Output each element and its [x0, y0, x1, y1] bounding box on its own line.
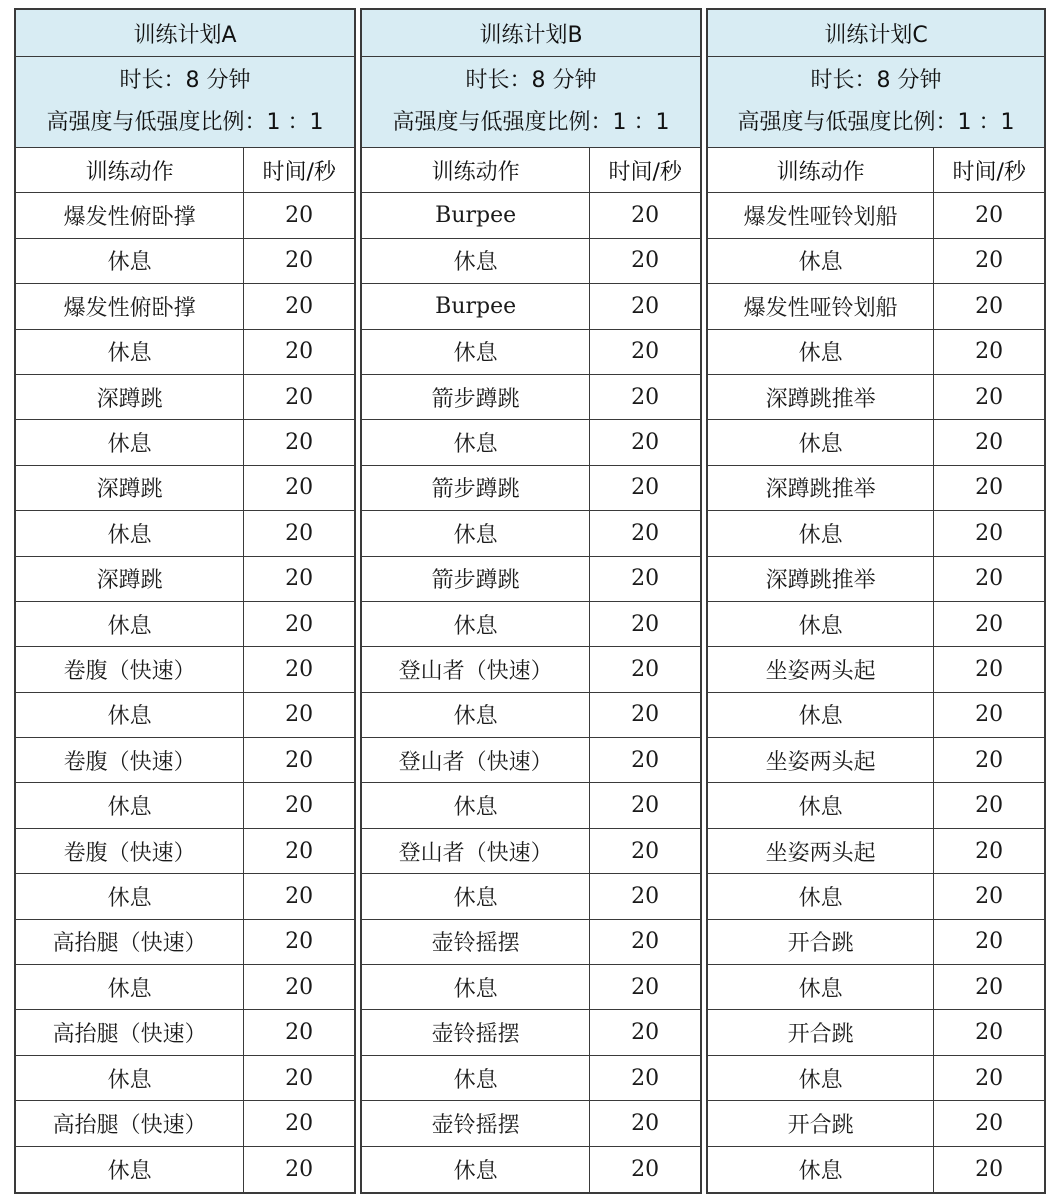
column-header-row	[16, 148, 354, 193]
table-row	[362, 1010, 700, 1055]
time-cell: 20	[285, 793, 314, 819]
exercise-cell: 坐姿两头起	[708, 738, 934, 782]
exercise-cell: 卷腹（快速）	[16, 738, 244, 782]
plan-duration: 时长：8 分钟	[810, 68, 942, 93]
time-cell: 20	[975, 475, 1004, 501]
exercise-cell: 休息	[362, 1147, 590, 1192]
table-row	[362, 330, 700, 375]
table-row	[708, 284, 1044, 329]
exercise-cell: 休息	[362, 330, 590, 374]
time-cell: 20	[631, 747, 660, 773]
exercise-cell: 高抬腿（快速）	[16, 920, 244, 964]
table-row	[708, 1056, 1044, 1101]
time-cell: 20	[631, 702, 660, 728]
training-plans-table	[14, 8, 1046, 1194]
exercise-cell: 休息	[362, 1056, 590, 1100]
exercise-cell: 休息	[362, 874, 590, 918]
exercise-cell: 壶铃摇摆	[362, 1010, 590, 1054]
plan-title: 训练计划B	[362, 10, 700, 57]
exercise-cell: 休息	[362, 511, 590, 555]
exercise-cell: 休息	[708, 420, 934, 464]
plan-duration: 时长：8 分钟	[119, 68, 251, 93]
plan-rows	[708, 193, 1044, 1192]
plan-rows	[16, 193, 354, 1192]
exercise-cell: 休息	[708, 693, 934, 737]
time-cell: 20	[631, 1020, 660, 1046]
column-header-action: 训练动作	[362, 148, 590, 192]
exercise-cell: 休息	[362, 420, 590, 464]
table-row	[362, 1147, 700, 1192]
table-row	[708, 330, 1044, 375]
table-row	[708, 511, 1044, 556]
time-cell: 20	[631, 929, 660, 955]
time-cell: 20	[631, 883, 660, 909]
table-row	[16, 330, 354, 375]
plan-duration: 时长：8 分钟	[465, 68, 597, 93]
time-cell: 20	[631, 384, 660, 410]
exercise-cell: 箭步蹲跳	[362, 557, 590, 601]
table-row	[362, 647, 700, 692]
time-cell: 20	[975, 1065, 1004, 1091]
table-row	[16, 284, 354, 329]
table-row	[362, 375, 700, 420]
table-row	[708, 193, 1044, 238]
time-cell: 20	[975, 1156, 1004, 1182]
time-cell: 20	[631, 430, 660, 456]
plan-title: 训练计划C	[708, 10, 1044, 57]
exercise-cell: 深蹲跳	[16, 375, 244, 419]
table-row	[16, 239, 354, 284]
time-cell: 20	[631, 656, 660, 682]
exercise-cell: Burpee	[362, 193, 590, 237]
table-row	[708, 557, 1044, 602]
time-cell: 20	[285, 1065, 314, 1091]
table-row	[708, 375, 1044, 420]
table-row	[708, 829, 1044, 874]
exercise-cell: 爆发性哑铃划船	[708, 193, 934, 237]
time-cell: 20	[631, 1065, 660, 1091]
exercise-cell: 休息	[16, 965, 244, 1009]
column-header-action: 训练动作	[16, 148, 244, 192]
column-header-time: 时间/秒	[952, 159, 1026, 185]
exercise-cell: 休息	[708, 965, 934, 1009]
time-cell: 20	[285, 339, 314, 365]
table-row	[362, 284, 700, 329]
exercise-cell: 爆发性俯卧撑	[16, 284, 244, 328]
time-cell: 20	[285, 974, 314, 1000]
table-row	[708, 874, 1044, 919]
table-row	[16, 829, 354, 874]
plan-info	[708, 57, 1044, 148]
exercise-cell: 深蹲跳推举	[708, 466, 934, 510]
exercise-cell: 休息	[708, 602, 934, 646]
time-cell: 20	[285, 520, 314, 546]
table-row	[16, 557, 354, 602]
table-row	[708, 965, 1044, 1010]
exercise-cell: 休息	[362, 965, 590, 1009]
exercise-cell: Burpee	[362, 284, 590, 328]
exercise-cell: 坐姿两头起	[708, 647, 934, 691]
time-cell: 20	[631, 974, 660, 1000]
table-row	[708, 1010, 1044, 1055]
table-row	[708, 783, 1044, 828]
time-cell: 20	[975, 793, 1004, 819]
time-cell: 20	[975, 611, 1004, 637]
time-cell: 20	[631, 475, 660, 501]
exercise-cell: 休息	[16, 693, 244, 737]
time-cell: 20	[285, 384, 314, 410]
table-row	[16, 1010, 354, 1055]
table-row	[362, 920, 700, 965]
time-cell: 20	[975, 974, 1004, 1000]
plan-info	[362, 57, 700, 148]
table-row	[16, 375, 354, 420]
time-cell: 20	[631, 1110, 660, 1136]
time-cell: 20	[631, 838, 660, 864]
time-cell: 20	[975, 293, 1004, 319]
exercise-cell: 壶铃摇摆	[362, 1101, 590, 1145]
table-row	[362, 693, 700, 738]
table-row	[708, 693, 1044, 738]
table-row	[16, 466, 354, 511]
plan-intensity-ratio: 高强度与低强度比例：1 ：1	[737, 110, 1015, 135]
plan-info	[16, 57, 354, 148]
exercise-cell: 休息	[362, 783, 590, 827]
time-cell: 20	[285, 203, 314, 229]
time-cell: 20	[975, 747, 1004, 773]
time-cell: 20	[285, 747, 314, 773]
exercise-cell: 深蹲跳	[16, 557, 244, 601]
column-header-row	[708, 148, 1044, 193]
exercise-cell: 休息	[708, 511, 934, 555]
time-cell: 20	[285, 248, 314, 274]
time-cell: 20	[631, 248, 660, 274]
exercise-cell: 休息	[708, 874, 934, 918]
table-row	[16, 920, 354, 965]
exercise-cell: 卷腹（快速）	[16, 829, 244, 873]
table-row	[16, 511, 354, 556]
table-row	[362, 420, 700, 465]
table-row	[16, 738, 354, 783]
table-row	[362, 466, 700, 511]
exercise-cell: 休息	[16, 1147, 244, 1192]
exercise-cell: 深蹲跳推举	[708, 375, 934, 419]
time-cell: 20	[631, 203, 660, 229]
table-row	[16, 1147, 354, 1192]
time-cell: 20	[631, 520, 660, 546]
table-row	[16, 965, 354, 1010]
time-cell: 20	[975, 384, 1004, 410]
column-header-row	[362, 148, 700, 193]
exercise-cell: 坐姿两头起	[708, 829, 934, 873]
exercise-cell: 开合跳	[708, 920, 934, 964]
table-row	[16, 193, 354, 238]
time-cell: 20	[285, 430, 314, 456]
time-cell: 20	[285, 566, 314, 592]
time-cell: 20	[285, 656, 314, 682]
column-header-action: 训练动作	[708, 148, 934, 192]
exercise-cell: 休息	[362, 602, 590, 646]
exercise-cell: 休息	[16, 239, 244, 283]
table-row	[362, 557, 700, 602]
time-cell: 20	[285, 1020, 314, 1046]
time-cell: 20	[975, 702, 1004, 728]
time-cell: 20	[975, 339, 1004, 365]
time-cell: 20	[975, 1110, 1004, 1136]
table-row	[708, 1147, 1044, 1192]
exercise-cell: 休息	[16, 783, 244, 827]
time-cell: 20	[631, 1156, 660, 1182]
exercise-cell: 高抬腿（快速）	[16, 1101, 244, 1145]
exercise-cell: 休息	[16, 602, 244, 646]
exercise-cell: 爆发性哑铃划船	[708, 284, 934, 328]
exercise-cell: 深蹲跳推举	[708, 557, 934, 601]
exercise-cell: 休息	[708, 239, 934, 283]
table-row	[16, 1101, 354, 1146]
time-cell: 20	[285, 702, 314, 728]
table-row	[362, 1101, 700, 1146]
time-cell: 20	[975, 203, 1004, 229]
table-row	[708, 420, 1044, 465]
time-cell: 20	[285, 929, 314, 955]
time-cell: 20	[285, 611, 314, 637]
plan-rows	[362, 193, 700, 1192]
table-row	[708, 466, 1044, 511]
table-row	[16, 1056, 354, 1101]
exercise-cell: 登山者（快速）	[362, 738, 590, 782]
table-row	[16, 647, 354, 692]
exercise-cell: 休息	[708, 330, 934, 374]
table-row	[362, 511, 700, 556]
table-row	[708, 920, 1044, 965]
exercise-cell: 开合跳	[708, 1010, 934, 1054]
exercise-cell: 登山者（快速）	[362, 829, 590, 873]
time-cell: 20	[631, 566, 660, 592]
exercise-cell: 壶铃摇摆	[362, 920, 590, 964]
time-cell: 20	[285, 1110, 314, 1136]
exercise-cell: 开合跳	[708, 1101, 934, 1145]
column-header-time: 时间/秒	[608, 159, 682, 185]
time-cell: 20	[975, 838, 1004, 864]
time-cell: 20	[975, 248, 1004, 274]
table-row	[16, 783, 354, 828]
table-row	[362, 602, 700, 647]
exercise-cell: 休息	[16, 420, 244, 464]
exercise-cell: 休息	[16, 874, 244, 918]
column-header-time: 时间/秒	[262, 159, 336, 185]
table-row	[362, 783, 700, 828]
time-cell: 20	[631, 611, 660, 637]
plan-intensity-ratio: 高强度与低强度比例：1 ：1	[46, 110, 324, 135]
time-cell: 20	[975, 929, 1004, 955]
table-row	[16, 420, 354, 465]
table-row	[362, 965, 700, 1010]
exercise-cell: 深蹲跳	[16, 466, 244, 510]
table-row	[362, 874, 700, 919]
exercise-cell: 卷腹（快速）	[16, 647, 244, 691]
time-cell: 20	[975, 656, 1004, 682]
time-cell: 20	[631, 339, 660, 365]
table-row	[362, 193, 700, 238]
plan-intensity-ratio: 高强度与低强度比例：1 ：1	[392, 110, 670, 135]
plan-b-table	[360, 8, 702, 1194]
time-cell: 20	[631, 793, 660, 819]
exercise-cell: 休息	[708, 1147, 934, 1192]
time-cell: 20	[285, 293, 314, 319]
time-cell: 20	[975, 566, 1004, 592]
exercise-cell: 登山者（快速）	[362, 647, 590, 691]
time-cell: 20	[975, 430, 1004, 456]
time-cell: 20	[285, 838, 314, 864]
table-row	[708, 239, 1044, 284]
exercise-cell: 箭步蹲跳	[362, 466, 590, 510]
exercise-cell: 休息	[362, 239, 590, 283]
table-row	[708, 647, 1044, 692]
time-cell: 20	[975, 1020, 1004, 1046]
exercise-cell: 休息	[362, 693, 590, 737]
exercise-cell: 休息	[16, 511, 244, 555]
table-row	[708, 602, 1044, 647]
table-row	[362, 1056, 700, 1101]
exercise-cell: 休息	[16, 1056, 244, 1100]
exercise-cell: 箭步蹲跳	[362, 375, 590, 419]
time-cell: 20	[631, 293, 660, 319]
table-row	[362, 239, 700, 284]
table-row	[362, 738, 700, 783]
time-cell: 20	[285, 475, 314, 501]
time-cell: 20	[975, 883, 1004, 909]
table-row	[362, 829, 700, 874]
exercise-cell: 高抬腿（快速）	[16, 1010, 244, 1054]
exercise-cell: 休息	[708, 1056, 934, 1100]
time-cell: 20	[975, 520, 1004, 546]
plan-c-table	[706, 8, 1046, 1194]
table-row	[708, 738, 1044, 783]
exercise-cell: 爆发性俯卧撑	[16, 193, 244, 237]
exercise-cell: 休息	[16, 330, 244, 374]
time-cell: 20	[285, 883, 314, 909]
table-row	[16, 693, 354, 738]
plan-a-table	[14, 8, 356, 1194]
plan-title: 训练计划A	[16, 10, 354, 57]
table-row	[708, 1101, 1044, 1146]
table-row	[16, 602, 354, 647]
exercise-cell: 休息	[708, 783, 934, 827]
table-row	[16, 874, 354, 919]
time-cell: 20	[285, 1156, 314, 1182]
